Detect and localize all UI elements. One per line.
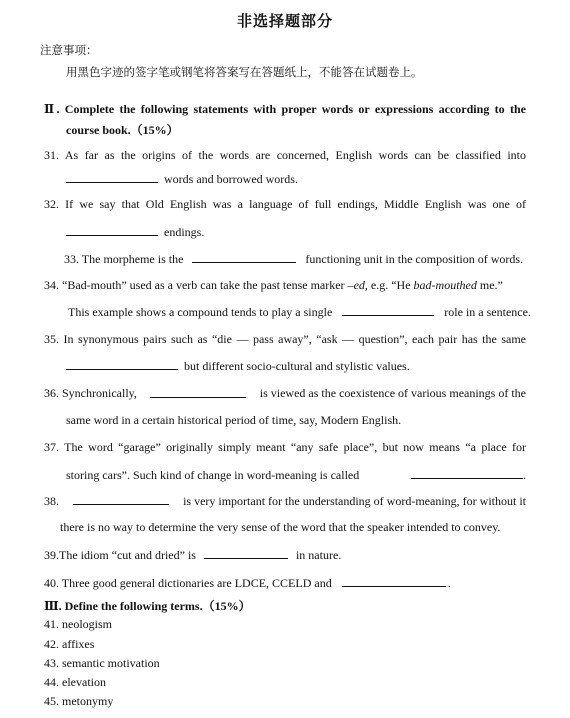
q39-after: in nature. [295,548,342,562]
q34-text-c: me.” [476,278,503,292]
section2-heading-line2: course book.（15%） [66,123,179,137]
q33-before: 33. The morpheme is the [64,252,184,266]
q32-line2-text: endings. [164,225,205,239]
q33 [64,251,523,267]
q37-line2-after: . [523,468,526,482]
q37-line1: 37. The word “garage” originally simply meant “any safe place”, but now means “a place for [44,440,526,454]
answer-blank [66,358,178,370]
q33-after: functioning unit in the composition of words. [305,252,524,266]
q38-number: 38. [44,494,59,508]
section2-heading-line1: Ⅱ. Complete the following statements with proper words or expressions according to the [44,102,526,116]
q34-line1 [44,278,503,293]
answer-blank [73,493,169,505]
q35-line2 [60,358,410,374]
q39-before: 39.The idiom “cut and dried” is [44,548,196,562]
q34-line2-before: This example shows a compound tends to play a single [68,305,333,319]
q38-line1 [44,493,526,509]
q34-ed: ed [353,278,365,292]
q34-line2-after: role in a sentence. [444,305,531,319]
q31-line1: 31. As far as the origins of the words are concerned, English words can be classified into [44,148,526,162]
q36-before: 36. Synchronically, [44,386,137,400]
q34-bad-mouthed: bad-mouthed [413,278,477,292]
answer-blank [66,224,158,236]
q34-text-b: , e.g. “He [364,278,414,292]
q36-line2: same word in a certain historical period of time, say, Modern English. [66,413,402,427]
term-42: 42. affixes [44,637,95,651]
section3-heading: Ⅲ. Define the following terms.（15%） [44,599,251,613]
answer-blank [150,386,246,398]
q34-text-a: 34. “Bad-mouth” used as a verb can take the past tense marker – [44,278,354,292]
notice-text: 用黑色字迹的签字笔或钢笔将答案写在答题纸上，不能答在试题卷上。 [66,65,423,79]
q37-line2 [66,467,526,483]
q32-line1: 32. If we say that Old English was a language of full endings, Middle English was one of [44,197,526,211]
term-44: 44. elevation [44,675,106,689]
q31-line2 [60,171,298,187]
page-title: 非选择题部分 [236,12,333,30]
q38-line2: there is no way to determine the very sense of the word that the speaker intended to convey. [60,520,501,534]
term-45: 45. metonymy [44,694,114,708]
term-43: 43. semantic motivation [44,656,160,670]
answer-blank [411,467,523,479]
q31-line2-text: words and borrowed words. [164,172,298,186]
q37-line2-before: storing cars”. Such kind of change in word-meaning is called [66,468,360,482]
answer-blank [66,171,158,183]
q35-line2-text: but different socio-cultural and stylistic values. [184,359,410,373]
q40 [44,575,451,591]
q35-line1: 35. In synonymous pairs such as “die — pass away”, “ask — question”, each pair has the same [44,332,526,346]
notice-label: 注意事项： [40,43,98,57]
q36-after: is viewed as the coexistence of various meanings of the [259,386,526,400]
q32-line2 [60,224,204,240]
q39 [44,547,341,563]
answer-blank [342,575,446,587]
q40-before: 40. Three good general dictionaries are LDCE, CCELD and [44,576,332,590]
answer-blank [192,251,296,263]
q36-line1 [44,386,526,401]
answer-blank [342,304,434,316]
term-41: 41. neologism [44,617,112,631]
q38-after: is very important for the understanding of word-meaning, for without it [183,494,526,508]
answer-blank [204,547,288,559]
q34-line2 [68,304,531,320]
q40-after: . [447,576,451,590]
